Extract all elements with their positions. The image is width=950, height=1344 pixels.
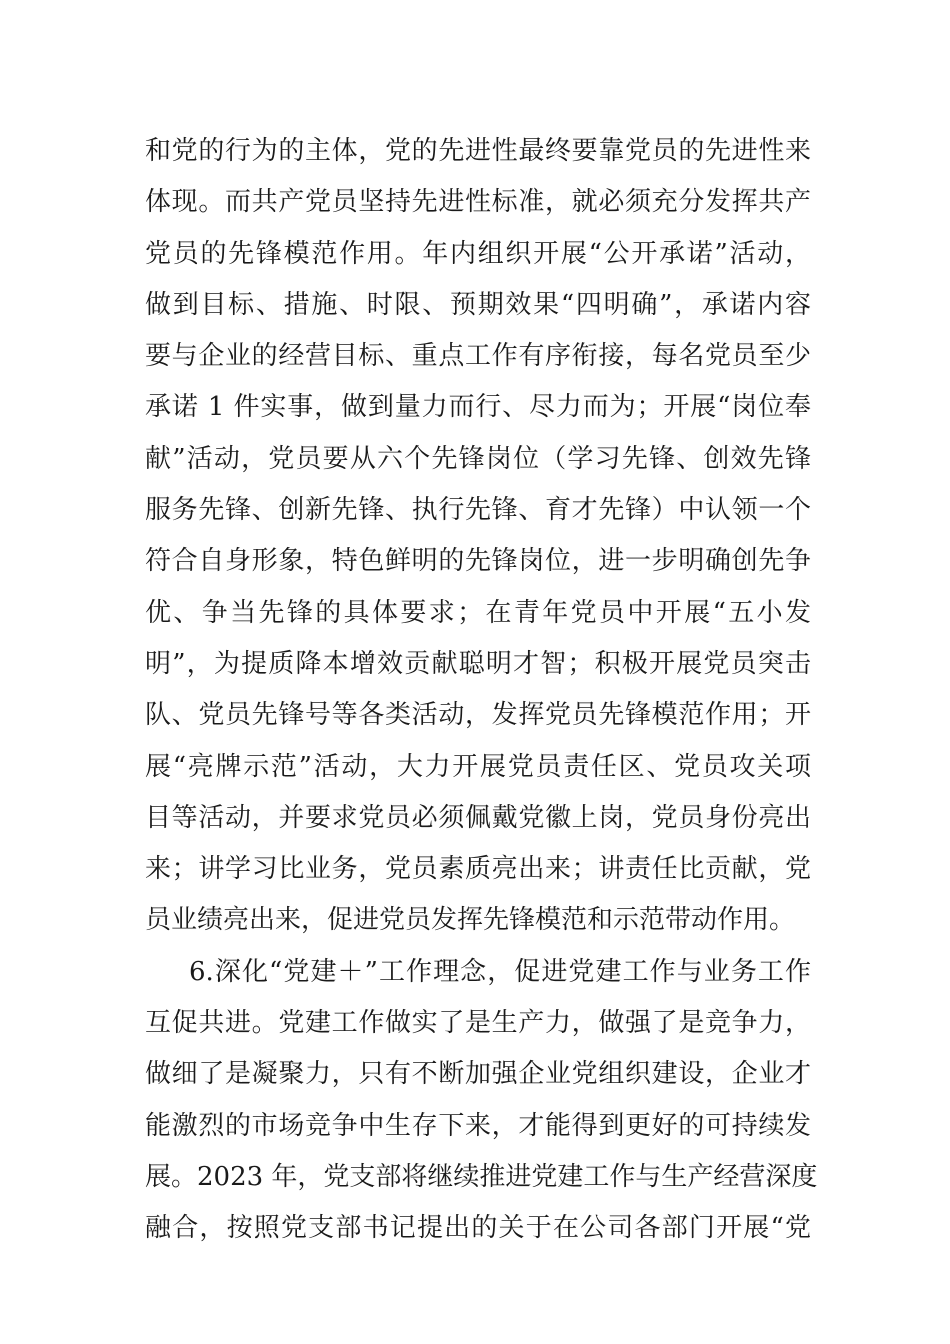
- paragraph-line: 做到目标、措施、时限、预期效果“四明确”，承诺内容: [145, 289, 811, 320]
- paragraph-line: 承诺 1 件实事，做到量力而行、尽力而为；开展“岗位奉: [145, 392, 811, 423]
- paragraph-line: 明”，为提质降本增效贡献聪明才智；积极开展党员突击: [145, 648, 811, 679]
- paragraph-line: 互促共进。党建工作做实了是生产力，做强了是竞争力，: [145, 1008, 811, 1039]
- paragraph-line: 做细了是凝聚力，只有不断加强企业党组织建设，企业才: [145, 1059, 811, 1090]
- section-heading-line: 6.深化“党建＋”工作理念，促进党建工作与业务工作: [189, 956, 811, 987]
- paragraph-line: 展。2023 年，党支部将继续推进党建工作与生产经营深度: [145, 1161, 818, 1192]
- body-text: [145, 126, 818, 1255]
- paragraph-line: 党员的先锋模范作用。年内组织开展“公开承诺”活动，: [145, 238, 811, 269]
- paragraph-line: 体现。而共产党员坚持先进性标准，就必须充分发挥共产: [145, 187, 811, 218]
- paragraph-line: 能激烈的市场竞争中生存下来，才能得到更好的可持续发: [145, 1110, 811, 1141]
- paragraph-line: 来；讲学习比业务，党员素质亮出来；讲责任比贡献，党: [145, 854, 811, 885]
- paragraph-line: 融合，按照党支部书记提出的关于在公司各部门开展“党: [145, 1213, 811, 1244]
- paragraph-line: 符合自身形象，特色鲜明的先锋岗位，进一步明确创先争: [145, 546, 811, 577]
- paragraph-line: 队、党员先锋号等各类活动，发挥党员先锋模范作用；开: [145, 700, 811, 731]
- paragraph-line: 和党的行为的主体，党的先进性最终要靠党员的先进性来: [145, 136, 811, 166]
- paragraph-line: 目等活动，并要求党员必须佩戴党徽上岗，党员身份亮出: [145, 802, 811, 833]
- paragraph-line: 要与企业的经营目标、重点工作有序衔接，每名党员至少: [145, 341, 811, 372]
- paragraph-line: 展“亮牌示范”活动，大力开展党员责任区、党员攻关项: [145, 751, 811, 782]
- paragraph-line: 献”活动，党员要从六个先锋岗位（学习先锋、创效先锋: [145, 443, 811, 474]
- paragraph-line: 服务先锋、创新先锋、执行先锋、育才先锋）中认领一个: [145, 495, 811, 526]
- paragraph-line: 员业绩亮出来，促进党员发挥先锋模范和示范带动作用。: [145, 905, 796, 936]
- paragraph-line: 优、争当先锋的具体要求；在青年党员中开展“五小发: [145, 597, 811, 628]
